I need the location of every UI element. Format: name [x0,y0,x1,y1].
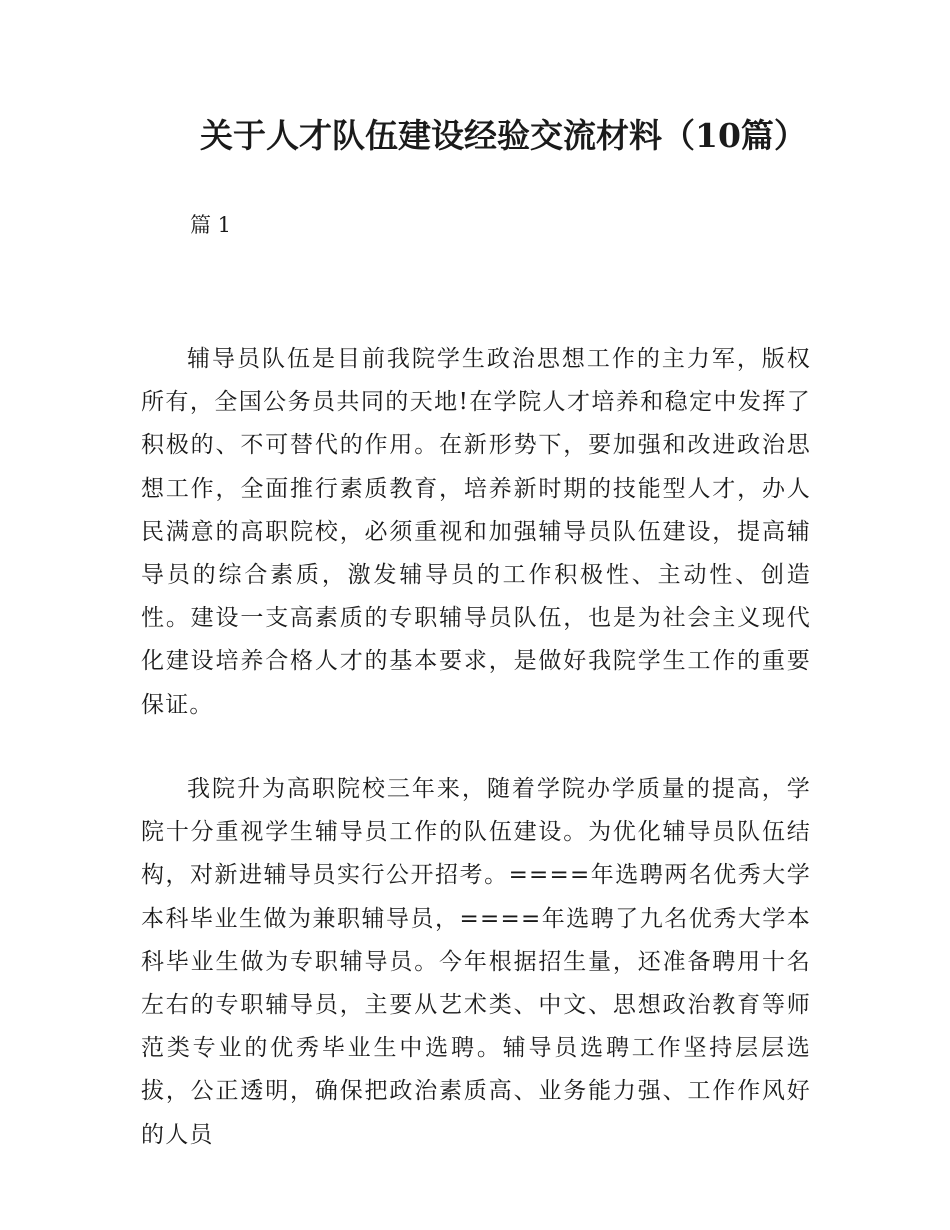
paragraph-2: 我院升为高职院校三年来，随着学院办学质量的提高，学院十分重视学生辅导员工作的队伍建设。为优化辅导员队伍结构，对新进辅导员实行公开招考。====年选聘两名优秀大学本科毕业生做为兼职辅导员，====年选聘了九名优秀大学本科毕业生做为专职辅导员。今年根据招生量，还准备聘用十名左右的专职辅导员，主要从艺术类、中文、思想政治教育等师范类专业的优秀毕业生中选聘。辅导员选聘工作坚持层层选拔，公正透明，确保把政治素质高、业务能力强、工作作风好的人员 [141,776,811,1148]
paragraph-1: 辅导员队伍是目前我院学生政治思想工作的主力军，版权所有，全国公务员共同的天地!在学院人才培养和稳定中发挥了积极的、不可替代的作用。在新形势下，要加强和改进政治思想工作，全面推行素质教育，培养新时期的技能型人才，办人民满意的高职院校，必须重视和加强辅导员队伍建设，提高辅导员的综合素质，激发辅导员的工作积极性、主动性、创造性。建设一支高素质的专职辅导员队伍，也是为社会主义现代化建设培养合格人才的基本要求，是做好我院学生工作的重要保证。 [141,346,811,718]
document-title: 关于人才队伍建设经验交流材料（10篇） [200,116,807,155]
section-label: 篇 1 [190,213,232,237]
